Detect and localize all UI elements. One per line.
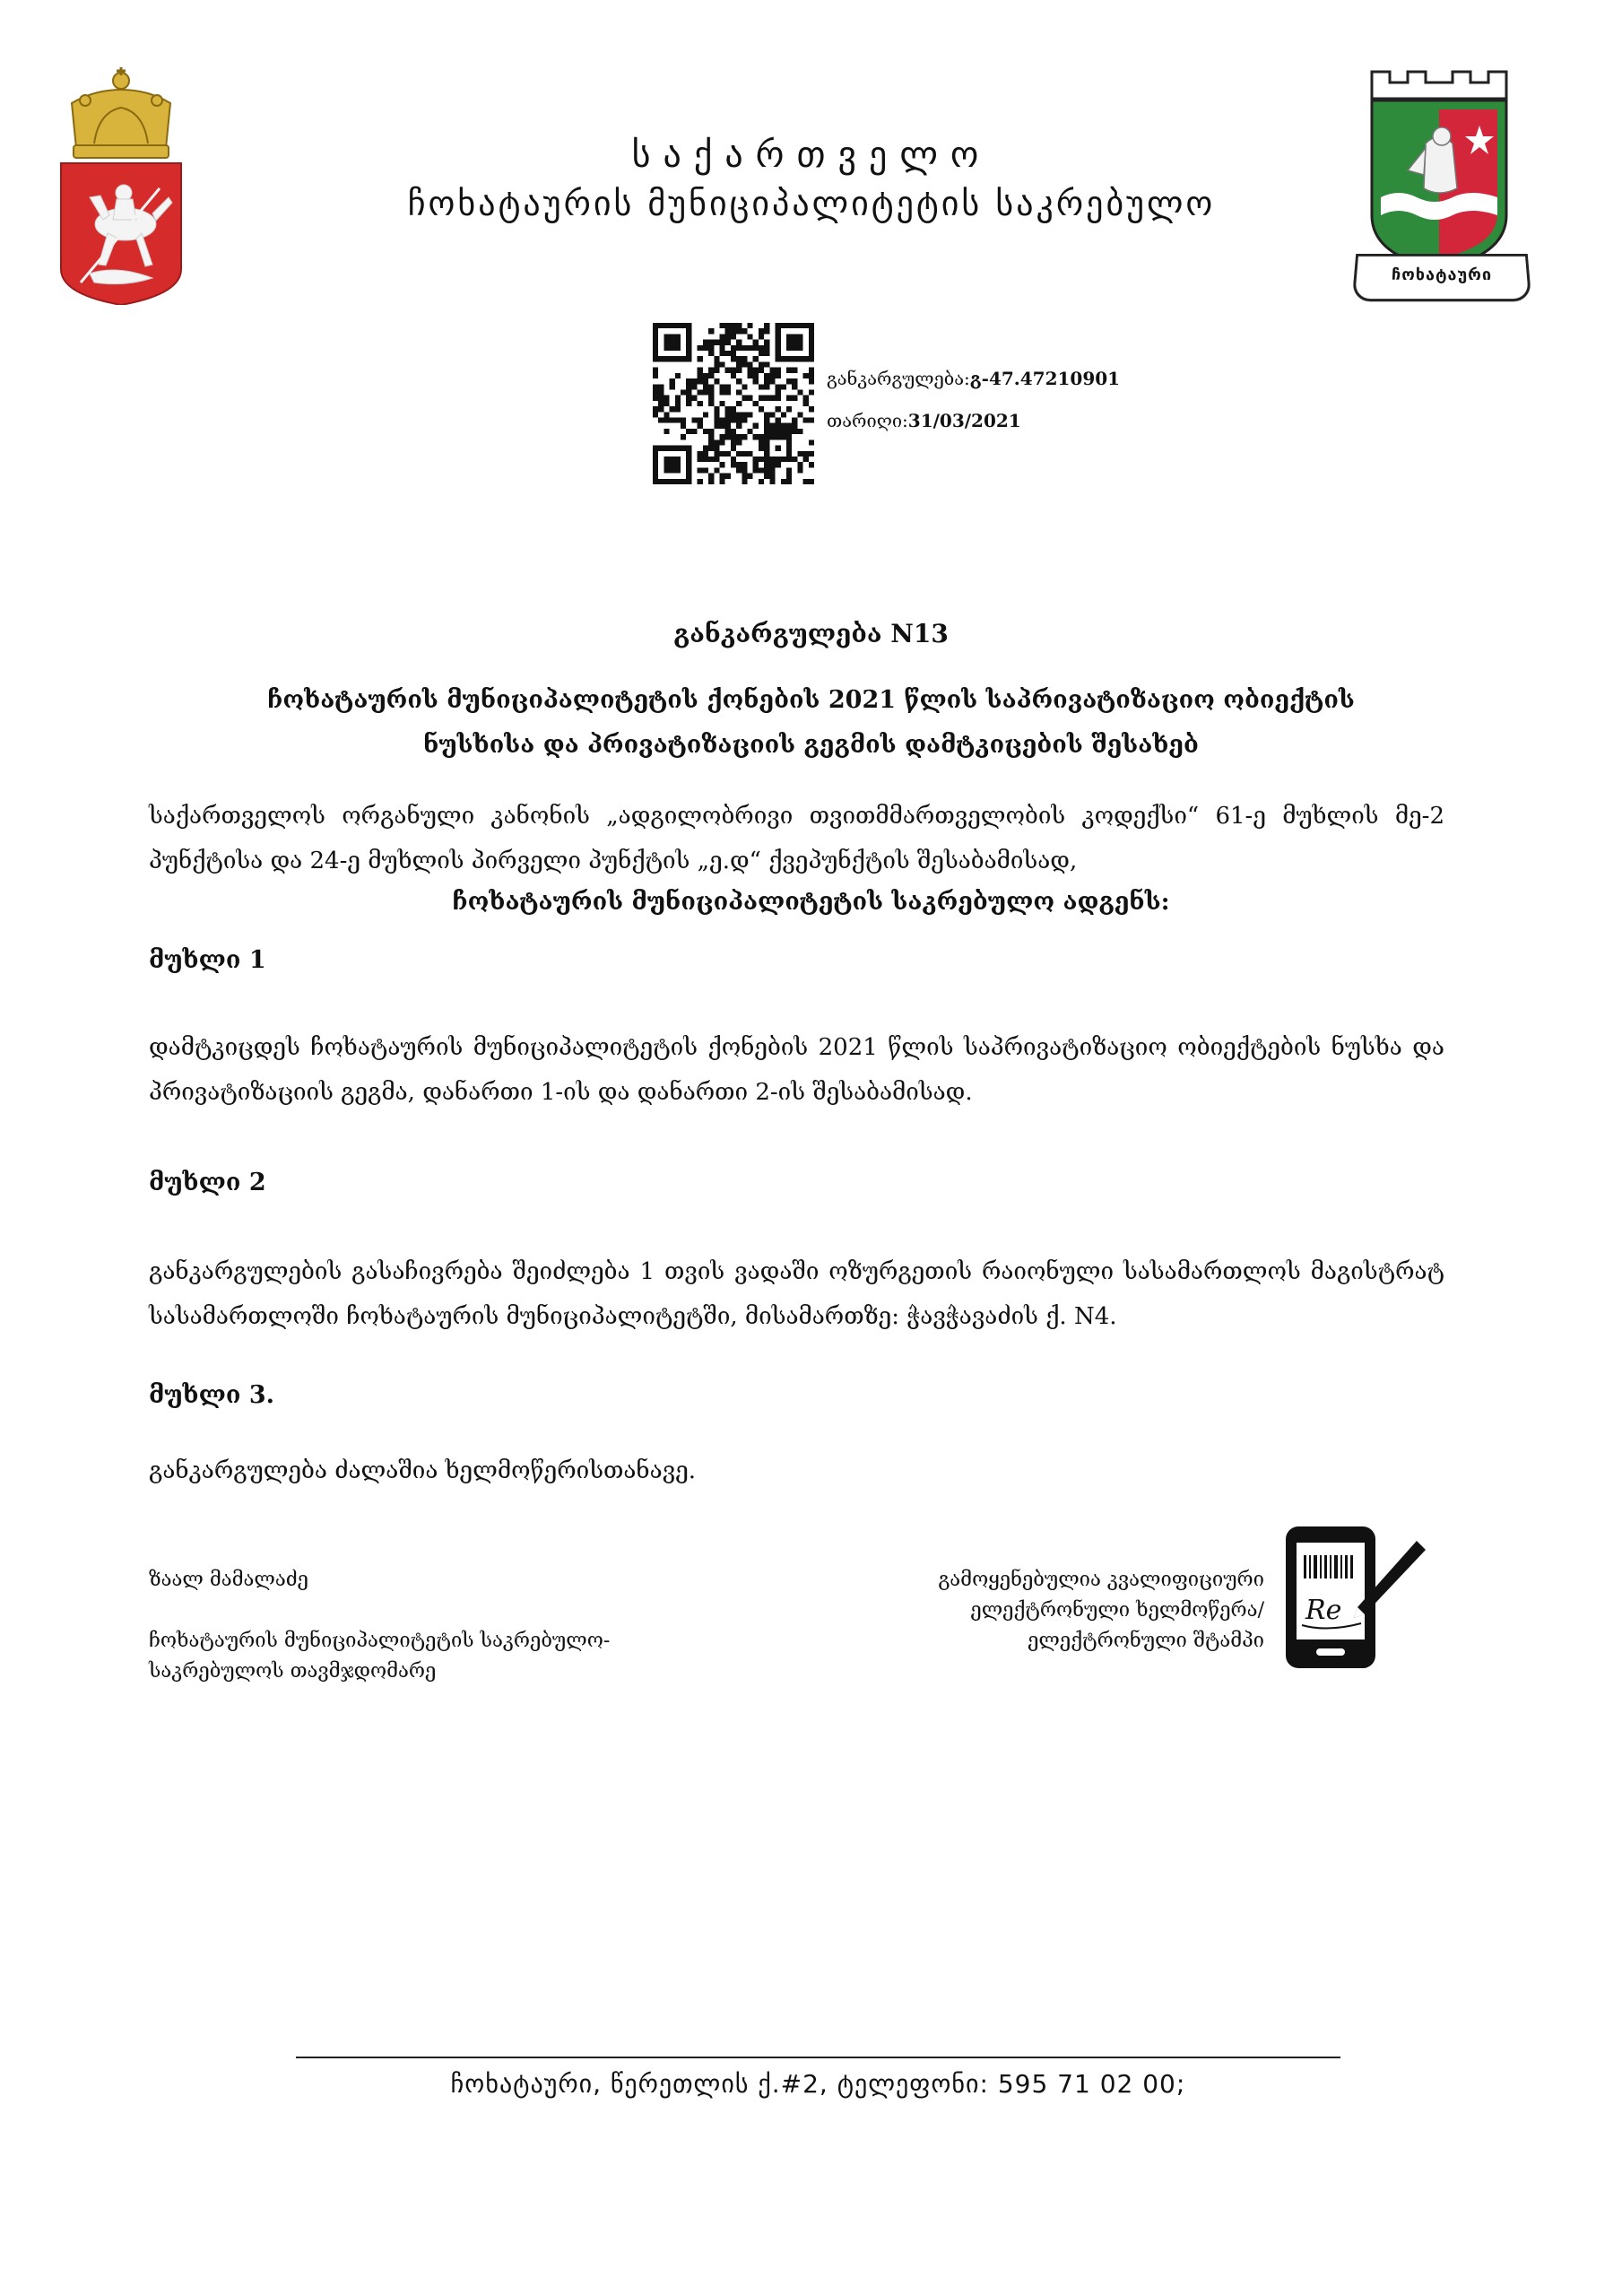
country-title: საქართველო [631, 135, 992, 176]
article-3-heading: მუხლი 3. [149, 1381, 275, 1409]
qr-decree-number [827, 368, 1120, 389]
council-title: ჩოხატაურის მუნიციპალიტეტის საკრებულო [407, 184, 1216, 223]
signatory-name: ზაალ მამალაძე [149, 1569, 309, 1591]
chokhatauri-emblem [1345, 63, 1533, 309]
esign-line2: ელექტრონული ხელმოწერა/ [970, 1599, 1264, 1622]
signatory-position [149, 1626, 610, 1687]
esign-line3: ელექტრონული შტამპი [1028, 1630, 1264, 1652]
emblem-banner-text: ჩოხატაური [1391, 265, 1493, 284]
article-1-heading: მუხლი 1 [149, 946, 266, 974]
qr-date-label: თარიღი: [827, 410, 908, 431]
document-subject-line2: ნუსხისა და პრივატიზაციის გეგმის დამტკიცების შესახებ [423, 731, 1199, 759]
esign-line1: გამოყენებულია კვალიფიციური [938, 1569, 1264, 1591]
signatory-position-line1: ჩოხატაურის მუნიციპალიტეტის საკრებულო- [149, 1630, 611, 1652]
signatory-position-line2: საკრებულოს თავმჯდომარე [149, 1660, 437, 1683]
esign-notice [807, 1565, 1264, 1657]
document-title: განკარგულება N13 [673, 619, 949, 648]
esign-icon-text: Re [1305, 1595, 1342, 1626]
qr-date-value: 31/03/2021 [907, 410, 1021, 431]
georgia-coat-of-arms [54, 63, 188, 305]
resolves-line: ჩოხატაურის მუნიციპალიტეტის საკრებულო ადგენს: [452, 888, 1170, 916]
qr-decree-value: გ-47.47210901 [969, 368, 1121, 389]
article-3-text: განკარგულება ძალაშია ხელმოწერისთანავე. [149, 1457, 697, 1484]
footer-address: ჩოხატაური, წერეთლის ქ.#2, ტელეფონი: 595 71 02 00; [450, 2069, 1186, 2099]
qr-code [653, 323, 814, 484]
footer-divider [296, 2057, 1340, 2058]
qr-date [827, 410, 1021, 431]
esign-icon [1282, 1525, 1430, 1673]
article-2-heading: მუხლი 2 [149, 1169, 266, 1196]
preamble: საქართველოს ორგანული კანონის „ადგილობრივი თვითმმართველობის კოდექსი“ 61-ე მუხლის მე-2 პუნქტისა და 24-ე მუხლის პირველი პუნქტის „ე.დ“ ქვეპუნქტის შესაბამისად, [149, 803, 1444, 874]
document-subject-line1: ჩოხატაურის მუნიციპალიტეტის ქონების 2021 წლის საპრივატიზაციო ობიექტის [267, 686, 1355, 714]
article-2-text: განკარგულების გასაჩივრება შეიძლება 1 თვის ვადაში ოზურგეთის რაიონული სასამართლოს მაგისტრატ სასამართლოში ჩოხატაურის მუნიციპალიტეტში, მისამართზე: ჭავჭავაძის ქ. N4. [149, 1258, 1444, 1330]
qr-decree-label: განკარგულება: [827, 368, 970, 389]
article-1-text: დამტკიცდეს ჩოხატაურის მუნიციპალიტეტის ქონების 2021 წლის საპრივატიზაციო ობიექტების ნუსხა და პრივატიზაციის გეგმა, დანართი 1-ის და დანართი 2-ის შესაბამისად. [149, 1034, 1444, 1106]
